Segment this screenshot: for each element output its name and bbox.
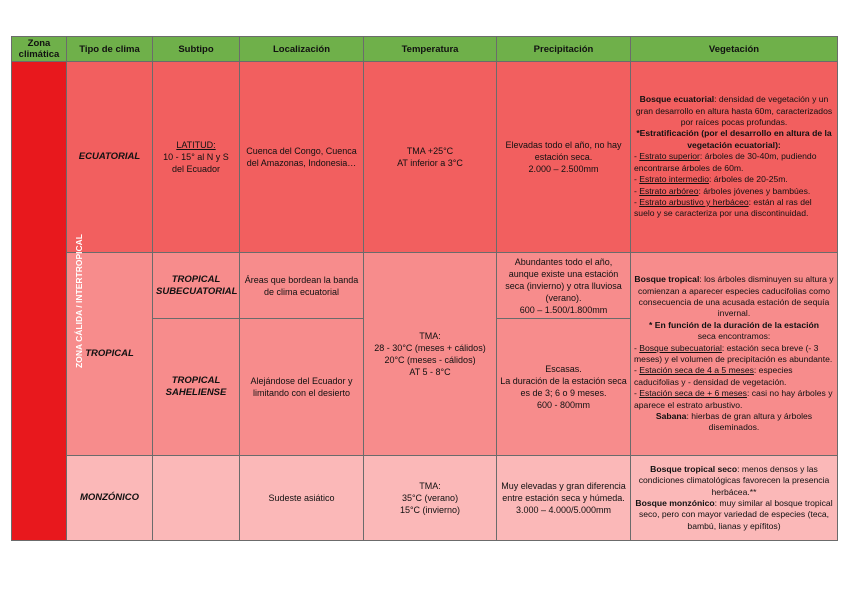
loc-ecuatorial: Cuenca del Congo, Cuenca del Amazonas, Indonesia…	[240, 62, 364, 253]
precip-subecuatorial	[497, 253, 631, 319]
tipo-ecuatorial: ECUATORIAL	[67, 62, 153, 253]
estrato-arboreo-text: : árboles jóvenes y bambúes.	[698, 185, 811, 196]
tipo-tropical: TROPICAL	[67, 253, 153, 456]
sabana-title: Sabana	[655, 411, 687, 422]
temp-ecuatorial-2: AT inferior a 3°C	[397, 158, 463, 168]
bosque-monzonico-text: : muy similar al bosque tropical seco, pero con mayor variedad de especies (teca, bambú, lianas y epífitos)	[638, 498, 833, 531]
header-tipo: Tipo de clima	[67, 37, 153, 62]
bosque-tropical-seco: Bosque tropical seco	[650, 463, 738, 474]
precip-sahel-2: La duración de la estación seca es de 3; 6 o 9 meses.	[500, 376, 627, 398]
bosque-subecuatorial: Bosque subecuatorial	[639, 342, 722, 353]
estrato-intermedio: Estrato intermedio	[639, 174, 709, 185]
veg-tropical-text: : los árboles disminuyen su altura y comienzan a aparecer especies caducifolias como consecuencia de una acusada estación de sequía invernal.	[637, 274, 834, 319]
subtipo-monzonico	[153, 456, 240, 541]
bosque-subecuatorial-text: : estación seca breve (- 3 meses) y el volumen de precipitación es abundante.	[634, 342, 833, 364]
veg-ecuatorial-text: : densidad de vegetación y un gran desarrollo en altura hasta 60m, caracterizados por raíces pocas profundas.	[635, 94, 833, 128]
veg-monzonico	[631, 456, 838, 541]
loc-saheliense: Alejándose del Ecuador y limitando con el desierto	[240, 319, 364, 456]
temp-monz-3: 15°C (invierno)	[399, 505, 461, 515]
header-row	[12, 37, 838, 62]
tipo-monzonico: MONZÓNICO	[67, 456, 153, 541]
zona-cell	[12, 62, 84, 541]
estacion-6-text: : casi no hay árboles y aparece el estrato arbustivo.	[634, 388, 833, 410]
header-precipitacion: Precipitación	[497, 37, 631, 62]
precip-sub-1: Abundantes todo el año, aunque existe una estación seca (invierno) y otra lluviosa (verano).	[505, 256, 622, 303]
funcion-text: seca encontramos:	[697, 331, 771, 342]
climate-table	[11, 36, 838, 541]
precip-sahel-1: Escasas.	[545, 364, 582, 374]
row-monzonico	[12, 456, 838, 541]
temp-tropical-4: AT 5 - 8°C	[409, 367, 451, 377]
temp-tropical-2: 28 - 30°C (meses + cálidos)	[374, 343, 486, 353]
temp-monz-1: TMA:	[419, 481, 441, 491]
header-subtipo: Subtipo	[153, 37, 240, 62]
precip-ecuatorial-2: 2.000 – 2.500mm	[528, 164, 599, 174]
estrato-arbustivo: Estrato arbustivo y herbáceo	[639, 196, 749, 207]
zona-label: ZONA CÁLIDA / INTERTROPICAL	[73, 234, 84, 368]
estrato-superior-text: : árboles de 30-40m, pudiendo encontrarse árboles de 60m.	[634, 151, 817, 173]
subtipo-subecuatorial: TROPICAL SUBECUATORIAL	[153, 253, 240, 319]
veg-tropical-title: Bosque tropical	[634, 274, 700, 285]
temp-tropical-1: TMA:	[419, 331, 441, 341]
row-tropical-sub	[12, 253, 838, 319]
sabana-text: : hierbas de gran altura y árboles diseminados.	[686, 411, 813, 433]
estacion-4-5-text: : especies caducifolias y - densidad de vegetación.	[634, 365, 793, 387]
funcion-title: * En función de la duración de la estación	[649, 319, 819, 330]
bosque-monzonico: Bosque monzónico	[635, 498, 715, 508]
temp-tropical-3: 20°C (meses - cálidos)	[384, 355, 476, 365]
estrato-arboreo: Estrato arbóreo	[639, 185, 699, 196]
temp-tropical	[364, 253, 497, 456]
precip-monz-2: 3.000 – 4.000/5.000mm	[515, 505, 612, 515]
loc-monzonico: Sudeste asiático	[240, 456, 364, 541]
temp-ecuatorial	[364, 62, 497, 253]
subtipo-saheliense: TROPICAL SAHELIENSE	[153, 319, 240, 456]
loc-subecuatorial: Áreas que bordean la banda de clima ecuatorial	[240, 253, 364, 319]
precip-saheliense	[497, 319, 631, 456]
estratificacion-text: (por el desarrollo en altura de la vegetación ecuatorial):	[687, 128, 832, 150]
veg-ecuatorial-title: Bosque ecuatorial	[639, 94, 715, 105]
precip-monzonico	[497, 456, 631, 541]
estrato-intermedio-text: : árboles de 20-25m.	[709, 174, 788, 185]
temp-monzonico	[364, 456, 497, 541]
header-localizacion: Localización	[240, 37, 364, 62]
bosque-tropical-seco-text: : menos densos y las condiciones climatológicas favorecen la presencia herbácea.**	[638, 463, 830, 497]
veg-tropical: Bosque tropical: los árboles disminuyen su altura y comienzan a aparecer especies caducifolias como consecuencia de una acusada estación de sequía invernal. * En función de la duración de la estación seca encontramos: - Bosque subecuatorial: estación seca breve (- 3 meses) y el volumen de precipitación es abundante. - Estación seca de 4 a 5 meses: especies caducifolias y - densidad de vegetación. - Estación seca de + 6 meses: casi no hay árboles y aparece el estrato arbustivo. Sabana: hierbas de gran altura y árboles diseminados.	[631, 253, 838, 456]
row-ecuatorial	[12, 62, 838, 253]
precip-sub-2: 600 – 1.500/1.800mm	[519, 304, 608, 315]
header-temperatura: Temperatura	[364, 37, 497, 62]
estacion-4-5: Estación seca de 4 a 5 meses	[639, 365, 754, 376]
subtipo-ecuatorial	[153, 62, 240, 253]
temp-ecuatorial-1: TMA +25°C	[406, 146, 454, 156]
header-zona: Zona climática	[12, 37, 67, 62]
estrato-superior: Estrato superior	[639, 151, 700, 162]
estratificacion-title: *Estratificación	[636, 128, 699, 139]
temp-monz-2: 35°C (verano)	[401, 493, 459, 503]
estrato-arbustivo-text: : están al ras del suelo y se caracteriza por una discontinuidad.	[634, 196, 812, 219]
precip-monz-1: Muy elevadas y gran diferencia entre estación seca y húmeda.	[501, 481, 626, 503]
latitud-label: LATITUD:	[176, 140, 216, 150]
precip-ecuatorial	[497, 62, 631, 253]
latitud-text: 10 - 15° al N y S del Ecuador	[163, 152, 229, 174]
estacion-6: Estación seca de + 6 meses	[639, 388, 747, 399]
header-vegetacion: Vegetación	[631, 37, 838, 62]
precip-sahel-3: 600 - 800mm	[536, 400, 591, 410]
veg-ecuatorial: Bosque ecuatorial: densidad de vegetación y un gran desarrollo en altura hasta 60m, caracterizados por raíces pocas profundas. *Estratificación (por el desarrollo en altura de la vegetación ecuatorial): - Estrato superior: árboles de 30-40m, pudiendo encontrarse árboles de 60m. - Estrato intermedio: árboles de 20-25m. - Estrato arbóreo: árboles jóvenes y bambúes. - Estrato arbustivo y herbáceo: están al ras del suelo y se caracteriza por una discontinuidad.	[631, 62, 838, 253]
precip-ecuatorial-1: Elevadas todo el año, no hay estación seca.	[505, 140, 622, 162]
